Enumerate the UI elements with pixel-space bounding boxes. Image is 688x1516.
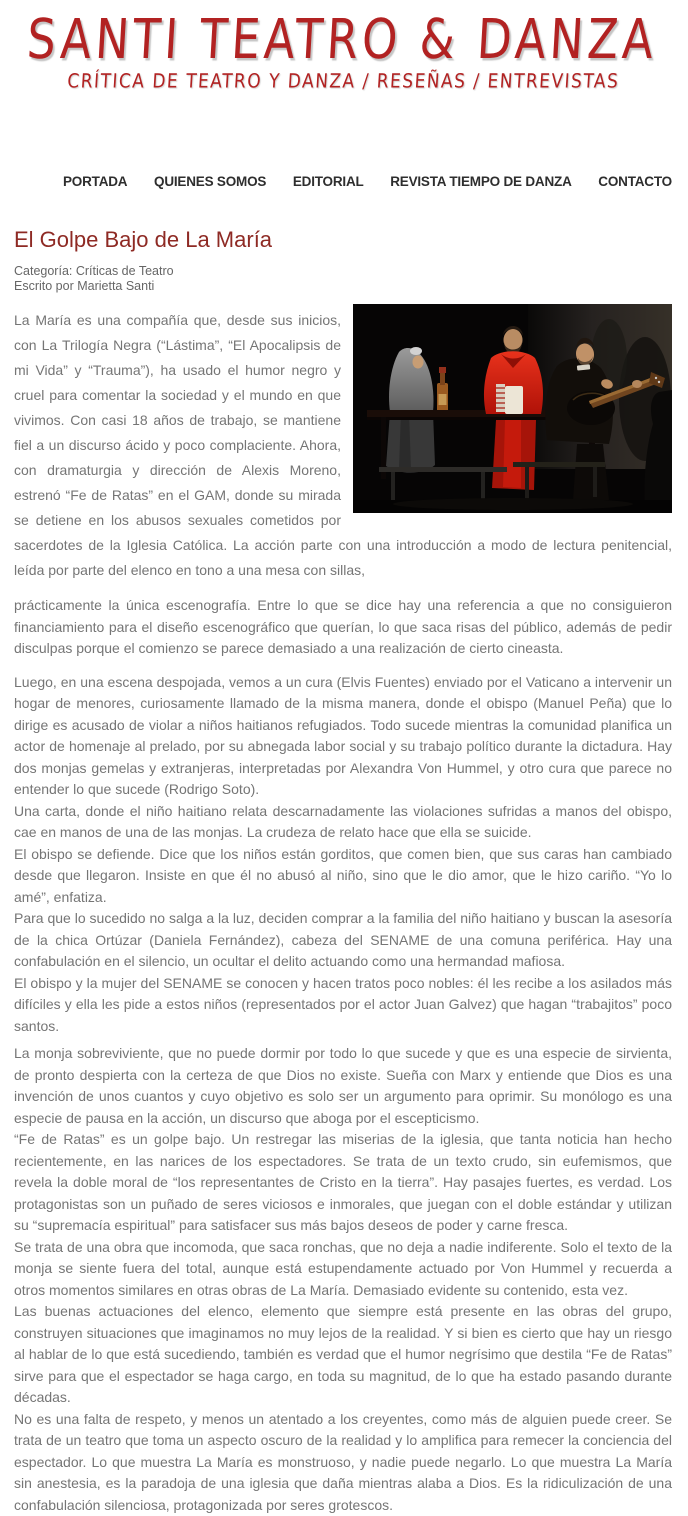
article-paragraph: No es una falta de respeto, y menos un atentado a los creyentes, como más de alguien puede creer. Se trata de un teatro que toma un aspecto oscuro de la realidad y lo amplifica para remecer la conciencia del espectador. Lo que muestra La María es monstruoso, y nadie puede negarlo. Lo que muestra La María sin anestesia, es la paradoja de una iglesia que daña mientras alaba a Dios. Es la ridiculización de una confabulación silenciosa, protagonizada por seres grotescos. — [14, 1409, 672, 1516]
article-paragraph: El obispo y la mujer del SENAME se conocen y hacen tratos poco nobles: él les recibe a los asilados más difíciles y ella les pide a estos niños (representados por el actor Juan Galvez) que hagan “trabajitos” poco santos. — [14, 973, 672, 1038]
article-paragraph: Luego, en una escena despojada, vemos a un cura (Elvis Fuentes) enviado por el Vaticano a intervenir un hogar de menores, curiosamente llamado de la misma manera, donde el obispo (Manuel Peña) que lo dirige es acusado de violar a niños haitianos refugiados. Todo sucede mientras la comunidad planifica un actor de homenaje al prelado, por su abnegada labor social y su trabajo político durante la dictadura. Hay dos monjas gemelas y extranjeras, interpretadas por Alexandra Von Hummel, y otro cura que parece no entender lo que sucede (Rodrigo Soto). — [14, 672, 672, 801]
site-tagline: CRÍTICA DE TEATRO Y DANZA / RESEÑAS / ENTREVISTAS — [0, 70, 688, 93]
article-paragraph: Una carta, donde el niño haitiano relata descarnadamente las violaciones sufridas a manos del obispo, cae en manos de una de las monjas. La crudeza de relato hace que ella se suicide. — [14, 801, 672, 844]
nav-item-revista-tiempo-de-danza[interactable]: REVISTA TIEMPO DE DANZA — [390, 174, 571, 189]
page-title: El Golpe Bajo de La María — [14, 226, 672, 253]
article-category: Categoría: Críticas de Teatro — [14, 264, 672, 279]
article-paragraph: Las buenas actuaciones del elenco, elemento que siempre está presente en las obras del grupo, construyen situaciones que imaginamos no muy lejos de la realidad. Y si bien es cierto que hay un riesgo al hablar de lo que está sucediendo, también es verdad que el humor negrísimo que destila “Fe de Ratas” sirve para que el espectador se haga cargo, en toda su magnitud, de lo que ha estado pasando durante décadas. — [14, 1301, 672, 1409]
nav-item-quienes-somos[interactable]: QUIENES SOMOS — [154, 174, 266, 189]
article-author: Escrito por Marietta Santi — [14, 279, 672, 294]
nav-item-portada[interactable]: PORTADA — [63, 174, 127, 189]
article-body — [14, 308, 672, 1516]
article-paragraph: El obispo se defiende. Dice que los niños están gorditos, que comen bien, que sus caras han cambiado desde que llegaron. Insiste en que él no abusó al niño, sino que le dio amor, que le hizo cariño. “Yo lo amé”, enfatiza. — [14, 844, 672, 909]
article — [0, 226, 688, 1516]
article-paragraph: La María es una compañía que, desde sus inicios, con La Trilogía Negra (“Lástima”, “El Apocalipsis de mi Vida” y “Trauma”), ha usado el humor negro y cruel para comentar la sociedad y el mundo en que vivimos. Con casi 18 años de trabajo, se mantiene fiel a un discurso ácido y poco complaciente. Ahora, con dramaturgia y dirección de Alexis Moreno, estrenó “Fe de Ratas” en el GAM, donde su mirada se detiene en los abusos sexuales cometidos por sacerdotes de la Iglesia Católica. La acción parte con una introducción a modo de lectura penitencial, leída por parte del elenco en tono a una mesa con sillas, — [14, 308, 672, 583]
article-photo — [353, 304, 672, 513]
article-paragraph: prácticamente la única escenografía. Entre lo que se dice hay una referencia a que no consiguieron financiamiento para el diseño escenográfico que querían, lo que saca risas del público, además de pedir disculpas porque el comienzo se parece demasiado a una realización de cierto cineasta. — [14, 595, 672, 660]
article-paragraph: Para que lo sucedido no salga a la luz, deciden comprar a la familia del niño haitiano y buscan la asesoría de la chica Ortúzar (Daniela Fernández), cabeza del SENAME de una comuna periférica. Hay una confabulación en el silencio, un ocultar el delito actuando como una hermandad mafiosa. — [14, 908, 672, 973]
article-paragraph: Se trata de una obra que incomoda, que saca ronchas, que no deja a nadie indiferente. Solo el texto de la monja se siente fuera del total, aunque está estupendamente actuado por Von Hummel y recuerda a otros momentos similares en otras obras de La María. Demasiado evidente su contenido, esta vez. — [14, 1237, 672, 1302]
theater-scene-image — [353, 304, 672, 513]
nav-item-editorial[interactable]: EDITORIAL — [293, 174, 364, 189]
main-nav — [63, 174, 672, 189]
article-paragraph: “Fe de Ratas” es un golpe bajo. Un restregar las miserias de la iglesia, que tanta noticia han hecho recientemente, en las narices de los espectadores. Se trata de un texto crudo, sin eufemismos, que revela la doble moral de “los representantes de Cristo en la tierra”. Hay pasajes fuertes, es verdad. Los protagonistas son un puñado de seres viciosos e inmorales, que juegan con el doble estándar y utilizan su “supremacía espiritual” para satisfacer sus más bajos deseos de poder y carne fresca. — [14, 1129, 672, 1237]
nav-item-contacto[interactable]: CONTACTO — [598, 174, 672, 189]
site-header — [0, 0, 688, 90]
article-paragraph: La monja sobreviviente, que no puede dormir por todo lo que sucede y que es una especie de sirvienta, de pronto despierta con la certeza de que Dios no existe. Sueña con Marx y entiende que Dios es una invención de unos cuantos y cuyo objetivo es solo ser un argumento para oprimir. Su monólogo es una especie de pausa en la acción, un discurso que aboga por el escepticismo. — [14, 1043, 672, 1129]
article-meta — [14, 264, 672, 294]
site-logo[interactable]: SANTI TEATRO & DANZA — [25, 8, 659, 71]
